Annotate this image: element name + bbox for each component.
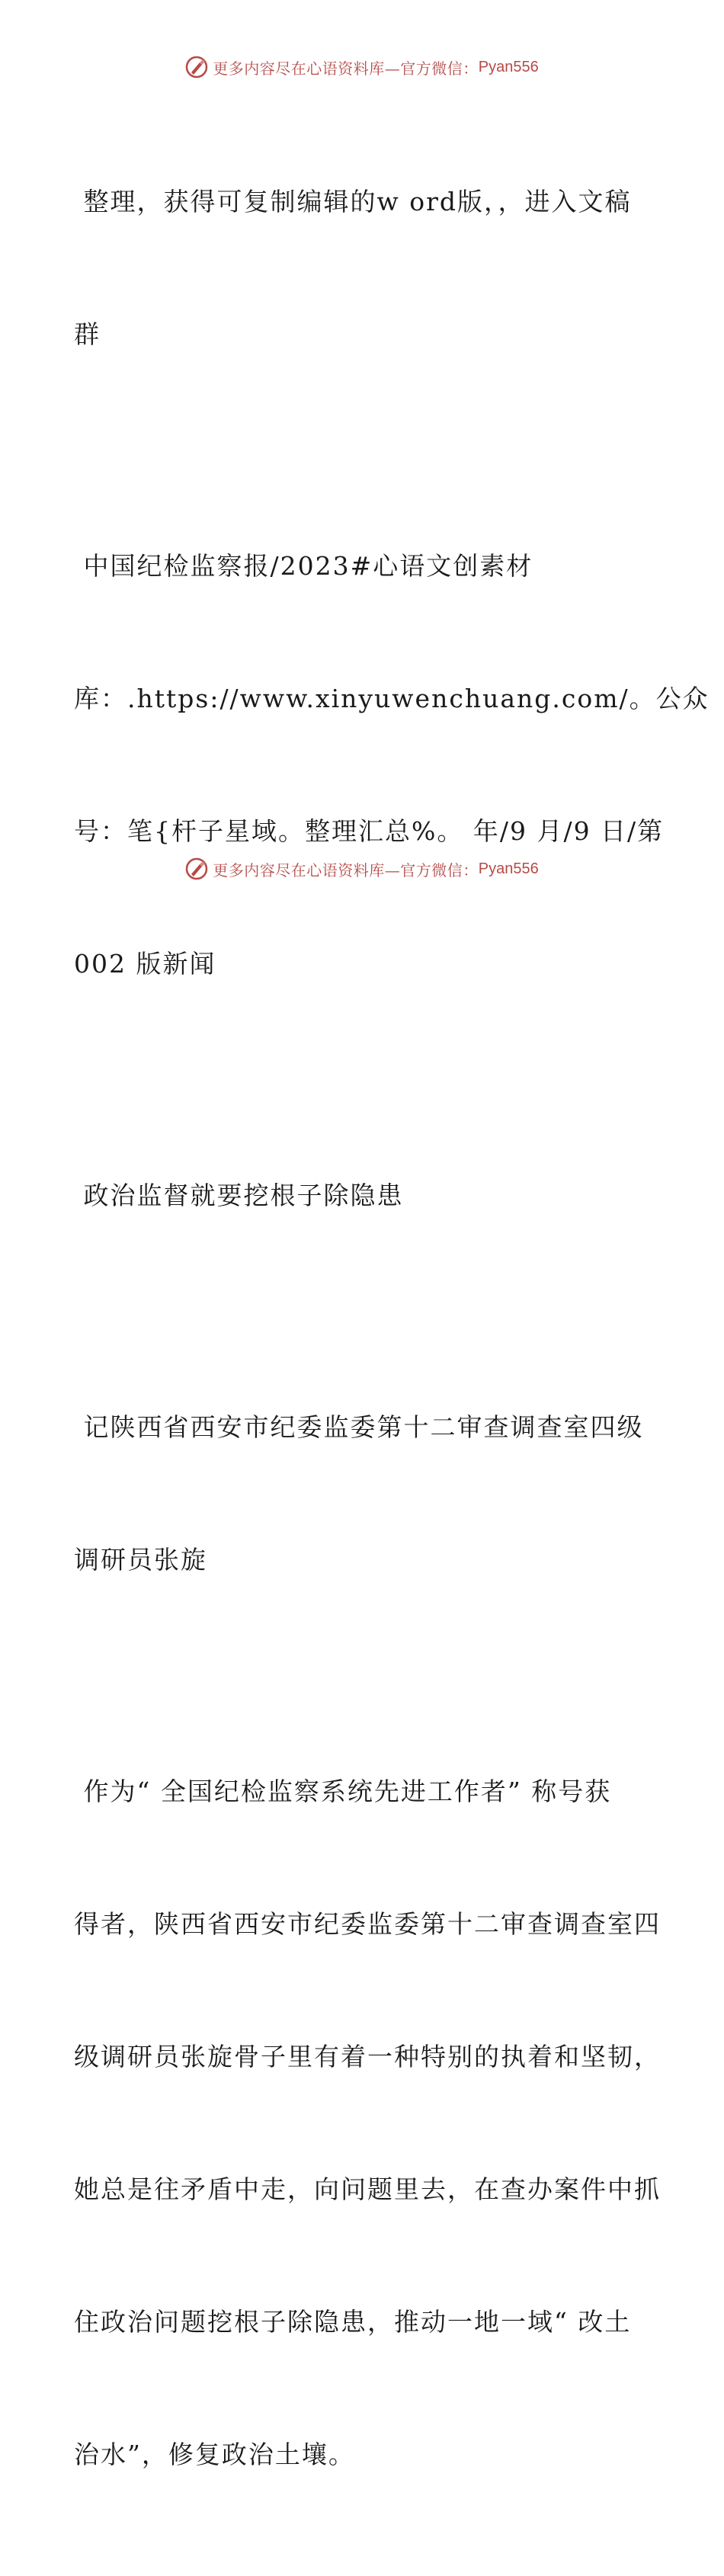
text-line: 002 版新闻 [74,949,216,979]
paragraph-source [74,456,710,1075]
text-line: 治水”，修复政治土壤。 [74,2440,355,2469]
paragraph-intro [74,91,653,445]
article-subtitle [74,1317,653,1671]
footer-banner [0,855,724,883]
banner-account: Pyan556 [478,860,539,877]
text-line: 号：笔{杆子星域。整理汇总%。 年/9 月/9 日/第 [74,816,665,846]
document-body [74,91,710,2576]
text-line: 库：.https://www.xinyuwenchuang.com/。公众 [74,684,710,713]
pen-logo-icon [185,56,208,78]
banner-text: 更多内容尽在心语资料库—官方微信： [213,860,479,879]
text-line: 整理，获得可复制编辑的w ord版，，进入文稿 [74,187,632,216]
text-line: 级调研员张旋骨子里有着一种特别的执着和坚韧， [74,2042,661,2071]
header-banner [0,53,724,81]
text-line: 作为“ 全国纪检监察系统先进工作者” 称号获 [74,1777,612,1806]
pen-logo-icon [185,857,208,880]
text-line: 记陕西省西安市纪委监委第十二审查调查室四级 [74,1412,644,1442]
banner-account: Pyan556 [478,58,539,75]
text-line: 得者，陕西省西安市纪委监委第十二审查调查室四 [74,1909,661,1939]
text-line: 政治监督就要挖根子除隐患 [74,1181,404,1210]
text-line: 群 [74,319,101,349]
paragraph-body [74,1681,661,2565]
text-line: 她总是往矛盾中走，向问题里去，在查办案件中抓 [74,2174,661,2204]
text-line: 住政治问题挖根子除隐患，推动一地一域“ 改土 [74,2307,632,2337]
banner-text: 更多内容尽在心语资料库—官方微信： [213,59,479,78]
article-title [74,1085,653,1306]
text-line: 中国纪检监察报/2023#心语文创素材 [74,551,533,581]
text-line: 调研员张旋 [74,1545,207,1575]
